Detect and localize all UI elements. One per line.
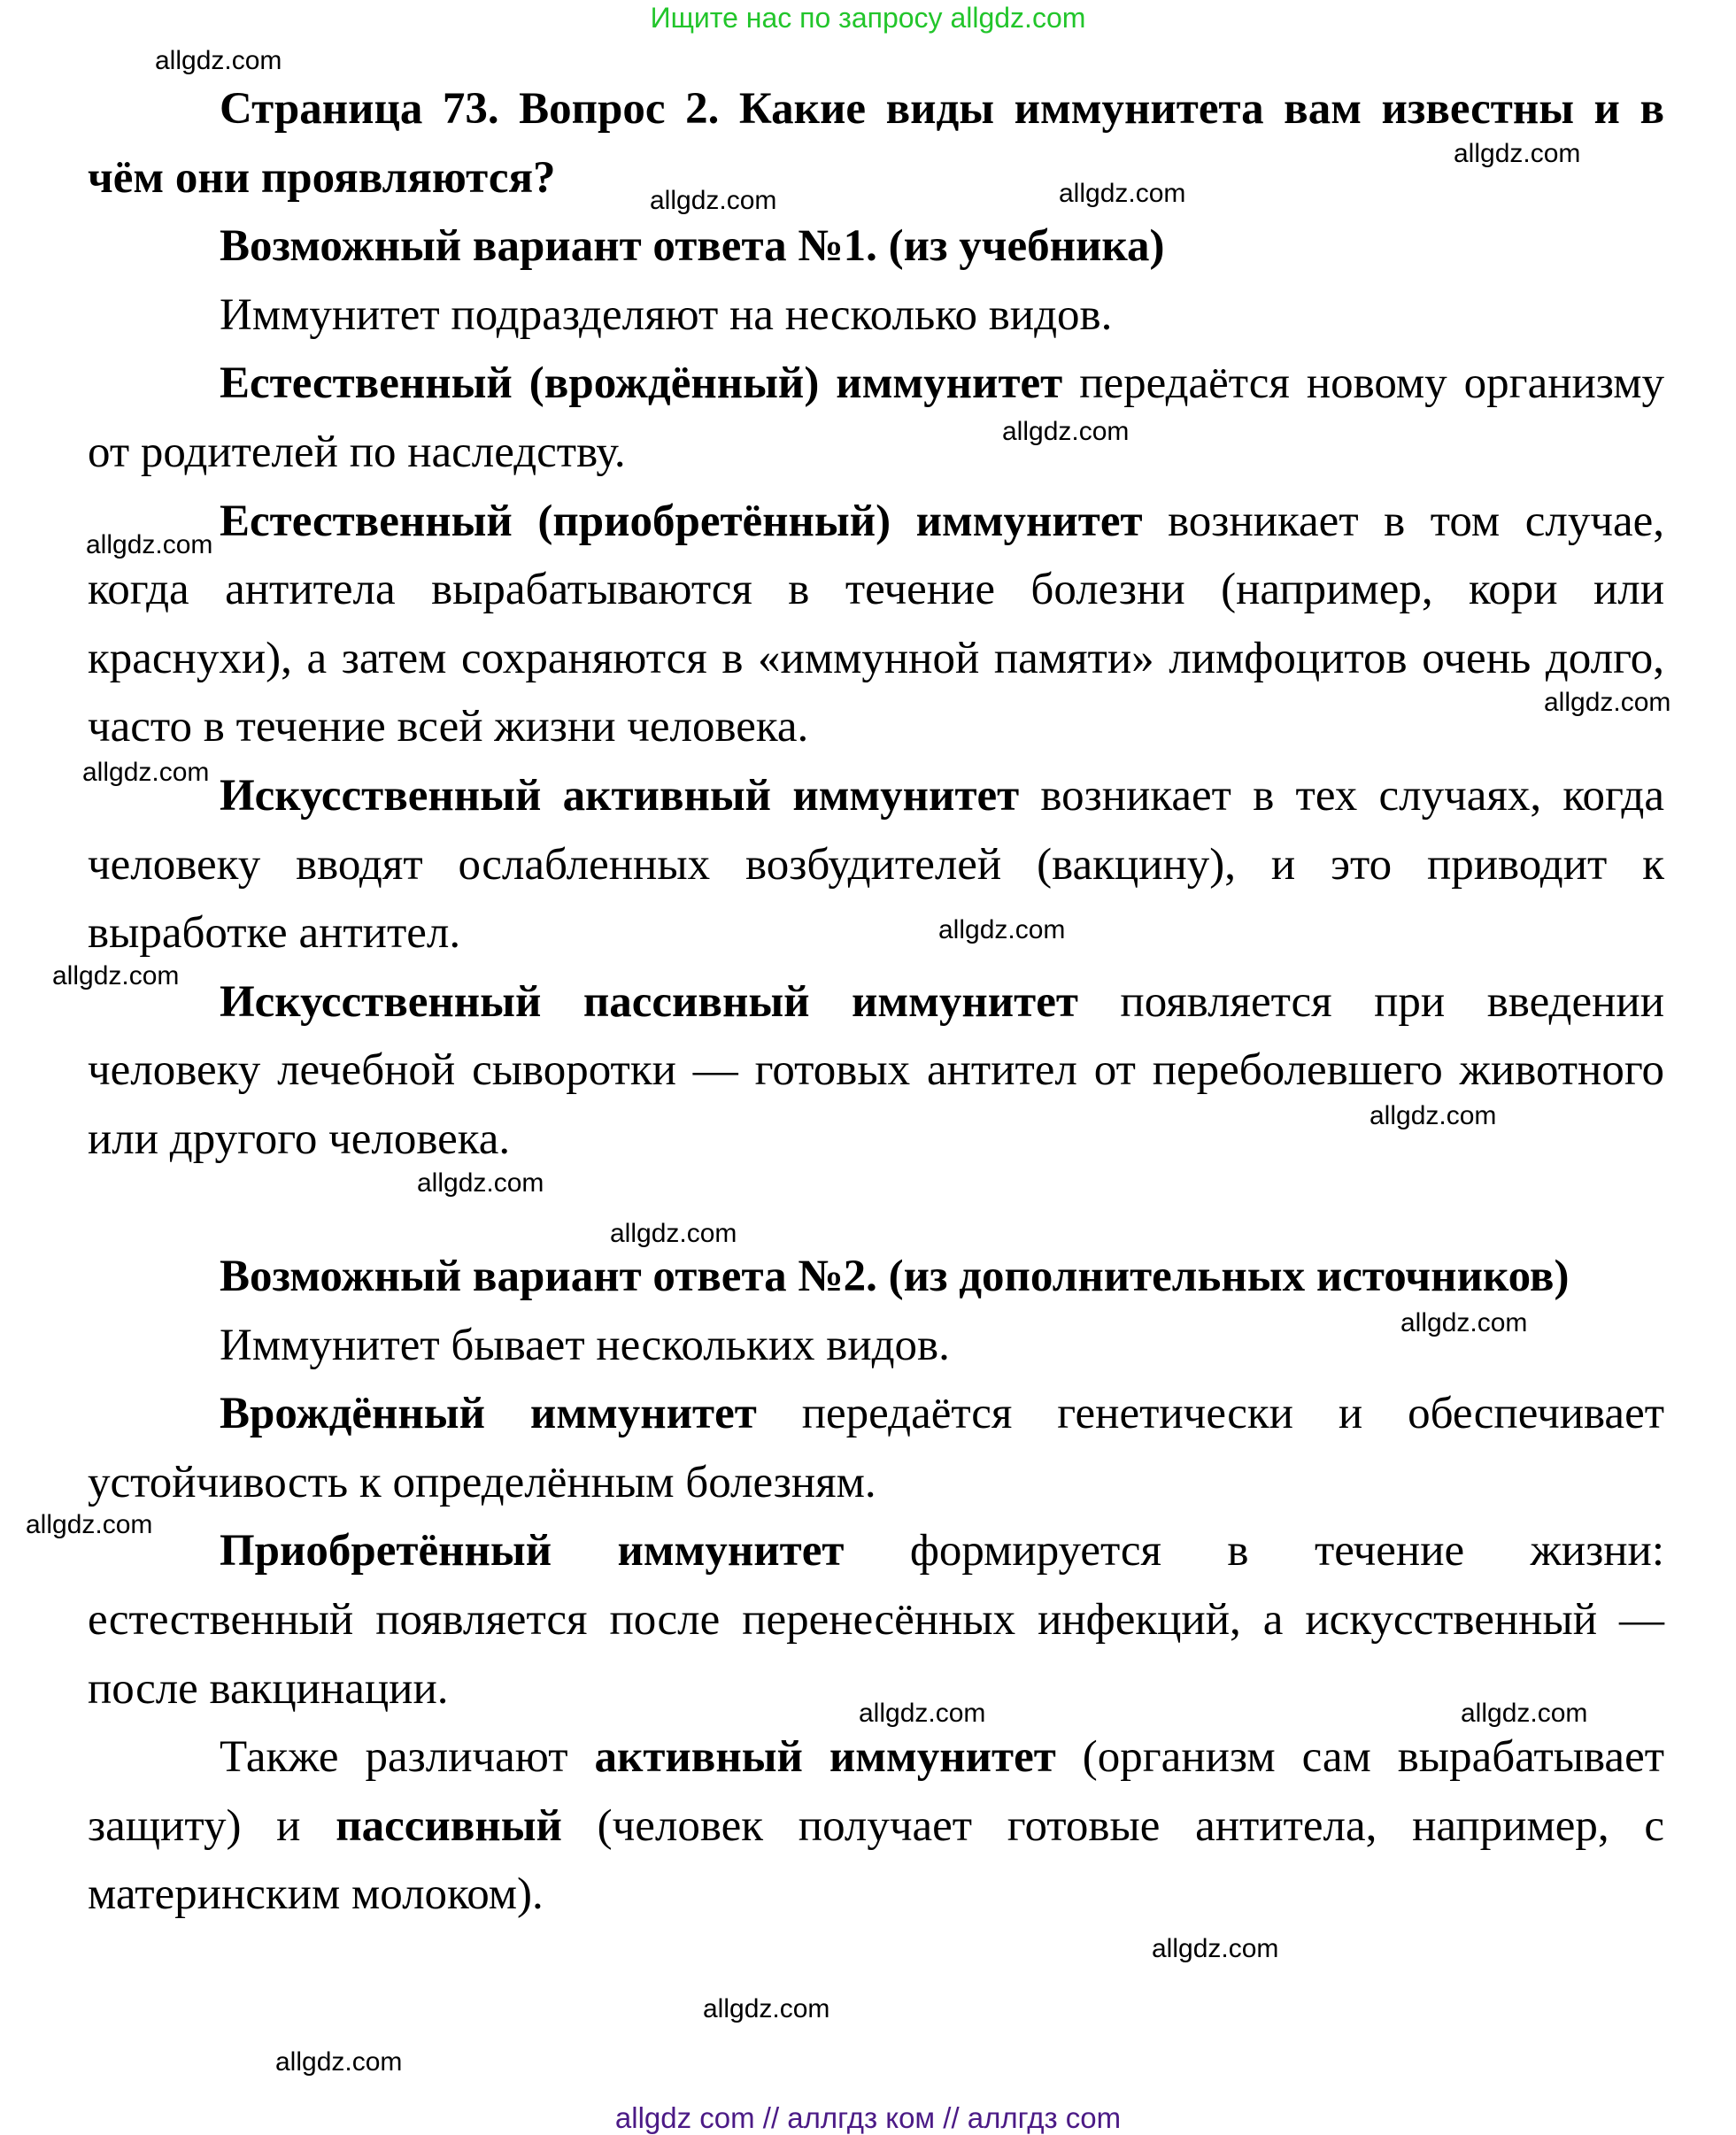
bold-text: Приобретённый иммунитет [220,1526,845,1576]
paragraph [88,1380,1664,1517]
watermark-text: allgdz.com [1370,1101,1497,1130]
question-title [88,75,1664,212]
paragraph [88,968,1664,1175]
paragraph [88,488,1664,762]
paragraph [88,350,1664,487]
paragraph [88,212,1664,281]
watermark-text: allgdz.com [1152,1934,1279,1963]
watermark-text: allgdz.com [275,2047,403,2077]
text: Иммунитет бывает нескольких видов. [220,1320,950,1370]
watermark-text: allgdz.com [86,530,213,559]
watermark-text: allgdz.com [1544,688,1671,717]
watermark-text: allgdz.com [1400,1308,1528,1337]
watermark-text: allgdz.com [703,1994,830,2023]
text: Также различают [220,1732,595,1783]
text: (человек получает готовые антитела, например, с материнским молоком). [88,1800,1664,1920]
watermark-text: allgdz.com [26,1510,153,1539]
document-body [88,75,1664,1930]
bold-text: Естественный (приобретённый) иммунитет [220,496,1143,546]
text: передаётся генетически и обеспечивает устойчивость к определённым болезням. [88,1389,1664,1507]
bold-text: Возможный вариант ответа №2. (из дополнительных источников) [220,1252,1570,1302]
watermark-text: allgdz.com [610,1219,737,1248]
bold-text: Возможный вариант ответа №1. (из учебника) [220,221,1165,272]
footer-banner: allgdz com // аллгдз ком // аллгдз com [614,2101,1122,2134]
watermark-text: allgdz.com [938,915,1066,944]
watermark-text: allgdz.com [859,1699,986,1728]
header-banner: Ищите нас по запросу allgdz.com [650,2,1086,34]
watermark-text: allgdz.com [155,46,282,75]
paragraph [88,1517,1664,1723]
watermark-text: allgdz.com [417,1168,544,1198]
watermark-text: allgdz.com [650,186,777,215]
text: возникает в тех случаях, когда человеку вводят ослабленных возбудителей (вакцину), и это приводит к выработке антител. [88,770,1664,959]
bold-text: активный иммунитет [594,1732,1056,1783]
paragraph [88,1723,1664,1930]
watermark-text: allgdz.com [1002,417,1130,446]
bold-text: Искусственный активный иммунитет [220,770,1020,821]
watermark-text: allgdz.com [1059,179,1186,208]
bold-text: Страница 73. Вопрос 2. Какие виды иммунитета вам известны и в чём они проявляются? [88,84,1664,203]
text: возникает в том случае, когда антитела вырабатываются в течение болезни (например, кори или краснухи), а затем сохраняются в «иммунной памяти» лимфоцитов очень долго, часто в течение всей жизни человека. [88,496,1664,752]
bold-text: Искусственный пассивный иммунитет [220,976,1078,1027]
bold-text: пассивный [336,1800,562,1851]
bold-text: Врождённый иммунитет [220,1389,757,1439]
text: Иммунитет подразделяют на несколько видов. [220,289,1113,340]
watermark-text: allgdz.com [1461,1699,1588,1728]
watermark-text: allgdz.com [52,961,180,990]
paragraph [88,762,1664,968]
text: формируется в течение жизни: естественный появляется после перенесённых инфекций, а искусственный — после вакцинации. [88,1526,1665,1714]
paragraph [88,1243,1664,1312]
watermark-text: allgdz.com [1454,139,1581,168]
bold-text: Естественный (врождённый) иммунитет [220,358,1063,409]
paragraph [88,281,1664,351]
watermark-text: allgdz.com [82,758,210,787]
text: передаётся новому организму от родителей по наследству. [88,358,1664,477]
text: (организм сам вырабатывает защиту) и [88,1732,1664,1851]
text: появляется при введении человеку лечебной сыворотки — готовых антител от переболевшего животного или другого человека. [88,976,1664,1164]
